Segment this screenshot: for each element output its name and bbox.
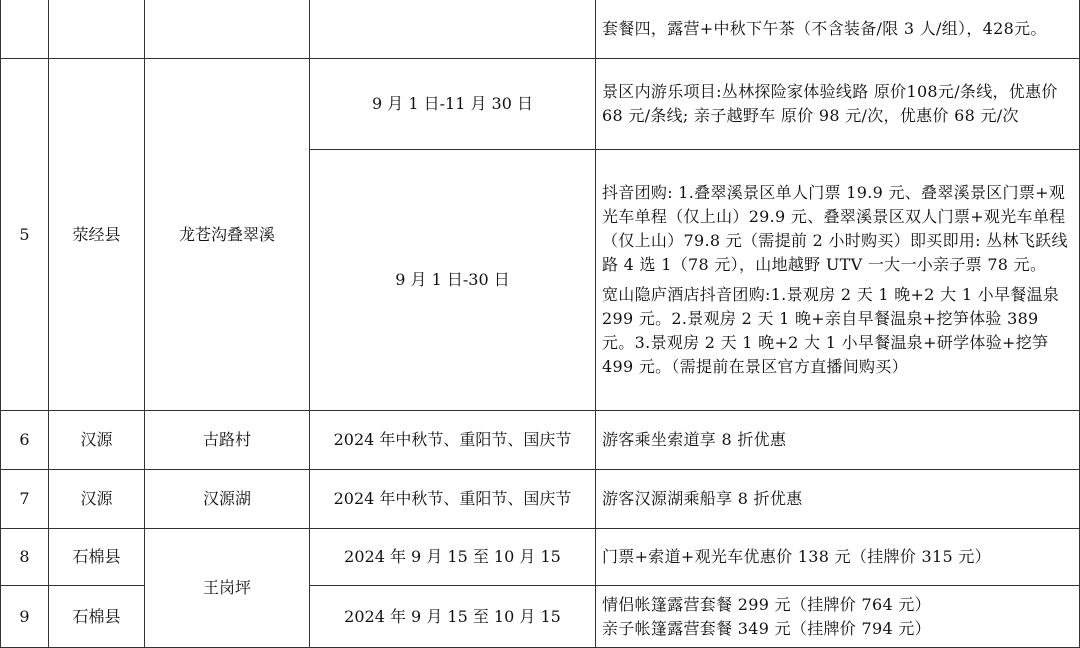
county-cell: 荥经县 — [49, 59, 145, 411]
date-cell — [310, 0, 596, 59]
offer-paragraph: 抖音团购: 1.叠翠溪景区单人门票 19.9 元、叠翠溪景区门票+观光车单程（仅上山）29.9 元、叠翠溪景区双人门票+观光车单程（仅上山）79.8 元（需提前 2 小时购买）即买即用: 丛林飞跃线路 4 选 1（78 元），山地越野 UTV 一大一小亲子票 78 元。 — [602, 183, 1068, 274]
date-cell: 9 月 1 日-30 日 — [310, 150, 596, 411]
offer-cell — [596, 586, 1080, 648]
table-row — [1, 59, 1080, 150]
spot-cell: 古路村 — [145, 411, 310, 470]
offer-cell: 套餐四，露营+中秋下午茶（不含装备/限 3 人/组），428元。 — [596, 0, 1080, 59]
table-row — [1, 470, 1080, 529]
table-row — [1, 529, 1080, 586]
date-cell: 2024 年 9 月 15 至 10 月 15 — [310, 586, 596, 648]
offer-line: 情侣帐篷露营套餐 299 元（挂牌价 764 元） — [602, 594, 931, 614]
offer-line: 亲子帐篷露营套餐 349 元（挂牌价 794 元） — [602, 618, 931, 638]
index-cell: 5 — [1, 59, 49, 411]
offer-cell: 景区内游乐项目:丛林探险家体验线路 原价108元/条线，优惠价 68 元/条线; 亲子越野车 原价 98 元/次，优惠价 68 元/次 — [596, 59, 1080, 150]
date-cell: 2024 年中秋节、重阳节、国庆节 — [310, 411, 596, 470]
index-cell: 6 — [1, 411, 49, 470]
offer-cell: 游客乘坐索道享 8 折优惠 — [596, 411, 1080, 470]
spot-cell: 汉源湖 — [145, 470, 310, 529]
index-cell: 9 — [1, 586, 49, 648]
offer-cell: 游客汉源湖乘船享 8 折优惠 — [596, 470, 1080, 529]
offer-paragraph: 宽山隐庐酒店抖音团购:1.景观房 2 天 1 晚+2 大 1 小早餐温泉 299 元。2.景观房 2 天 1 晚+亲自早餐温泉+挖笋体验 389 元。3.景观房 2 天 1 晚+2 大 1 小早餐温泉+研学体验+挖笋 499 元。（需提前在景区官方直播间购买） — [602, 285, 1060, 376]
spot-cell: 王岗坪 — [145, 529, 310, 648]
table-row — [1, 0, 1080, 59]
spot-cell: 龙苍沟叠翠溪 — [145, 59, 310, 411]
offer-cell: 门票+索道+观光车优惠价 138 元（挂牌价 315 元） — [596, 529, 1080, 586]
offer-cell — [596, 150, 1080, 411]
table-row — [1, 411, 1080, 470]
county-cell: 汉源 — [49, 411, 145, 470]
spot-cell — [145, 0, 310, 59]
county-cell — [49, 0, 145, 59]
date-cell: 9 月 1 日-11 月 30 日 — [310, 59, 596, 150]
county-cell: 石棉县 — [49, 529, 145, 586]
index-cell — [1, 0, 49, 59]
date-cell: 2024 年 9 月 15 至 10 月 15 — [310, 529, 596, 586]
index-cell: 7 — [1, 470, 49, 529]
county-cell: 汉源 — [49, 470, 145, 529]
index-cell: 8 — [1, 529, 49, 586]
county-cell: 石棉县 — [49, 586, 145, 648]
date-cell: 2024 年中秋节、重阳节、国庆节 — [310, 470, 596, 529]
